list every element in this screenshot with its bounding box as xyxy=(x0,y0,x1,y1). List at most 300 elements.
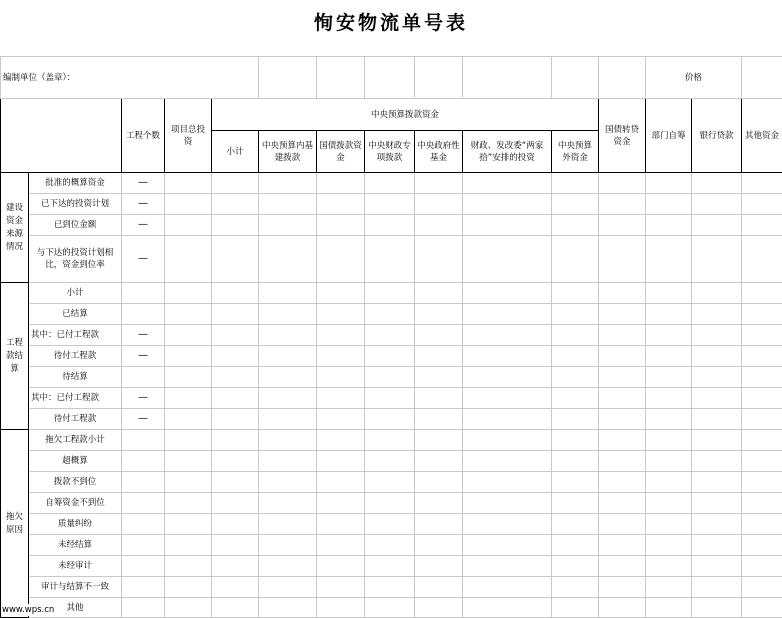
header-row-1 xyxy=(1,99,782,131)
table-cell xyxy=(165,409,212,430)
table-cell xyxy=(317,493,365,514)
table-cell xyxy=(692,514,742,535)
header-central-finance-special: 中央财政专项拨款 xyxy=(365,131,415,173)
header-bank-loan: 银行贷款 xyxy=(692,99,742,173)
table-cell xyxy=(415,598,463,618)
table-cell xyxy=(317,409,365,430)
table-cell xyxy=(692,346,742,367)
table-cell xyxy=(646,388,692,409)
table-cell xyxy=(415,472,463,493)
table-cell xyxy=(415,236,463,283)
table-cell xyxy=(365,215,415,236)
table-cell xyxy=(165,367,212,388)
table-cell xyxy=(692,173,742,194)
table-cell xyxy=(692,215,742,236)
row-label: 审计与结算不一致 xyxy=(29,577,122,598)
table-cell xyxy=(259,173,317,194)
table-cell xyxy=(599,367,646,388)
table-cell xyxy=(415,346,463,367)
row-label: 与下达的投资计划相比，资金到位率 xyxy=(29,236,122,283)
table-cell xyxy=(646,514,692,535)
header-treasury-loan: 国债转贷资金 xyxy=(599,99,646,173)
table-cell xyxy=(122,283,165,304)
table-row xyxy=(1,556,782,577)
table-cell xyxy=(692,283,742,304)
table-cell xyxy=(317,173,365,194)
table-cell xyxy=(552,57,599,99)
table-cell xyxy=(365,451,415,472)
table-cell xyxy=(463,472,552,493)
table-cell xyxy=(415,57,463,99)
table-cell xyxy=(552,493,599,514)
dash-cell: — xyxy=(122,325,165,346)
unit-label: 编制单位（盖章）： xyxy=(1,57,259,99)
row-label: 质量纠纷 xyxy=(29,514,122,535)
table-cell xyxy=(552,451,599,472)
table-cell xyxy=(742,514,782,535)
table-cell xyxy=(646,215,692,236)
table-cell xyxy=(365,430,415,451)
table-row xyxy=(1,493,782,514)
table-cell xyxy=(317,283,365,304)
table-cell xyxy=(646,325,692,346)
table-cell xyxy=(165,577,212,598)
table-cell xyxy=(212,514,259,535)
table-cell xyxy=(463,173,552,194)
table-cell xyxy=(212,388,259,409)
table-cell xyxy=(259,194,317,215)
table-cell xyxy=(552,430,599,451)
row-label: 待付工程款 xyxy=(29,409,122,430)
table-cell xyxy=(259,535,317,556)
table-cell xyxy=(165,283,212,304)
row-label: 拨款不到位 xyxy=(29,472,122,493)
table-cell xyxy=(259,236,317,283)
table-cell xyxy=(599,304,646,325)
table-cell xyxy=(552,472,599,493)
table-cell xyxy=(122,472,165,493)
table-cell xyxy=(165,236,212,283)
table-cell xyxy=(122,367,165,388)
table-cell xyxy=(646,236,692,283)
header-central-budget-inner: 中央预算内基建拨款 xyxy=(259,131,317,173)
header-ndrc-investment: 财政、发改委“两家拾”安排的投资 xyxy=(463,131,552,173)
table-cell xyxy=(317,472,365,493)
table-cell xyxy=(122,493,165,514)
table-cell xyxy=(552,388,599,409)
table-cell xyxy=(415,493,463,514)
table-cell xyxy=(552,556,599,577)
table-cell xyxy=(259,388,317,409)
table-cell xyxy=(259,598,317,618)
table-cell xyxy=(317,236,365,283)
table-cell xyxy=(646,173,692,194)
table-cell xyxy=(212,598,259,618)
table-cell xyxy=(165,173,212,194)
table-cell xyxy=(212,493,259,514)
row-label: 未经结算 xyxy=(29,535,122,556)
table-cell xyxy=(463,556,552,577)
table-cell xyxy=(599,388,646,409)
table-cell xyxy=(646,556,692,577)
table-cell xyxy=(463,430,552,451)
table-cell xyxy=(463,215,552,236)
table-cell xyxy=(552,346,599,367)
table-cell xyxy=(122,430,165,451)
table-cell xyxy=(365,514,415,535)
table-cell xyxy=(365,57,415,99)
table-cell xyxy=(646,194,692,215)
table-cell xyxy=(463,535,552,556)
table-row xyxy=(1,215,782,236)
table-cell xyxy=(742,409,782,430)
header-central-gov-fund: 中央政府性基金 xyxy=(415,131,463,173)
table-row xyxy=(1,236,782,283)
table-cell xyxy=(212,346,259,367)
table-cell xyxy=(463,598,552,618)
table-cell xyxy=(599,409,646,430)
table-row xyxy=(1,451,782,472)
table-cell xyxy=(599,472,646,493)
table-cell xyxy=(317,430,365,451)
row-label: 自筹资金不到位 xyxy=(29,493,122,514)
table-cell xyxy=(212,283,259,304)
table-cell xyxy=(463,451,552,472)
dash-cell: — xyxy=(122,409,165,430)
table-cell xyxy=(415,215,463,236)
table-cell xyxy=(646,598,692,618)
table-cell xyxy=(463,409,552,430)
table-cell xyxy=(165,598,212,618)
table-cell xyxy=(552,283,599,304)
table-cell xyxy=(165,556,212,577)
table-cell xyxy=(415,388,463,409)
row-label: 其中：已付工程款 xyxy=(29,388,122,409)
table-cell xyxy=(365,283,415,304)
table-cell xyxy=(646,430,692,451)
table-cell xyxy=(165,346,212,367)
table-cell xyxy=(317,451,365,472)
table-cell xyxy=(415,514,463,535)
table-cell xyxy=(646,367,692,388)
table-cell xyxy=(365,598,415,618)
table-row xyxy=(1,535,782,556)
row-label: 已到位金额 xyxy=(29,215,122,236)
header-other-funds: 其他资金 xyxy=(742,99,782,173)
table-cell xyxy=(692,451,742,472)
table-cell xyxy=(122,556,165,577)
table-cell xyxy=(122,514,165,535)
table-cell xyxy=(646,304,692,325)
table-cell xyxy=(165,304,212,325)
row-label: 已下达的投资计划 xyxy=(29,194,122,215)
table-cell xyxy=(742,194,782,215)
table-cell xyxy=(165,388,212,409)
table-cell xyxy=(365,304,415,325)
table-cell xyxy=(365,325,415,346)
dash-cell: — xyxy=(122,194,165,215)
table-row xyxy=(1,194,782,215)
table-cell xyxy=(463,346,552,367)
table-row xyxy=(1,577,782,598)
table-cell xyxy=(463,367,552,388)
dash-cell: — xyxy=(122,388,165,409)
table-cell xyxy=(463,194,552,215)
table-cell xyxy=(415,194,463,215)
table-cell xyxy=(365,556,415,577)
dash-cell: — xyxy=(122,346,165,367)
table-cell xyxy=(599,577,646,598)
table-cell xyxy=(415,577,463,598)
dash-cell: — xyxy=(122,215,165,236)
table-cell xyxy=(365,388,415,409)
table-cell xyxy=(463,236,552,283)
table-cell xyxy=(599,430,646,451)
table-cell xyxy=(317,556,365,577)
table-cell xyxy=(365,409,415,430)
table-cell xyxy=(259,215,317,236)
table-cell xyxy=(259,577,317,598)
table-cell xyxy=(692,194,742,215)
header-central-budget-outer: 中央预算外资金 xyxy=(552,131,599,173)
table-cell xyxy=(165,535,212,556)
table-cell xyxy=(552,194,599,215)
table-cell xyxy=(552,325,599,346)
table-cell xyxy=(165,325,212,346)
table-cell xyxy=(317,215,365,236)
table-cell xyxy=(742,472,782,493)
table-cell xyxy=(122,451,165,472)
table-cell xyxy=(742,388,782,409)
table-row xyxy=(1,430,782,451)
table-cell xyxy=(692,556,742,577)
table-row xyxy=(1,304,782,325)
table-cell xyxy=(599,535,646,556)
table-cell xyxy=(365,493,415,514)
table-cell xyxy=(165,451,212,472)
table-cell xyxy=(463,514,552,535)
table-cell xyxy=(212,215,259,236)
table-cell xyxy=(552,409,599,430)
table-cell xyxy=(365,346,415,367)
dash-cell: — xyxy=(122,173,165,194)
table-cell xyxy=(317,325,365,346)
table-cell xyxy=(463,304,552,325)
table-row xyxy=(1,283,782,304)
table-cell xyxy=(365,173,415,194)
table-cell xyxy=(742,283,782,304)
table-cell xyxy=(599,194,646,215)
table-cell xyxy=(599,215,646,236)
table-cell xyxy=(259,346,317,367)
table-cell xyxy=(212,451,259,472)
table-cell xyxy=(646,409,692,430)
table-cell xyxy=(122,598,165,618)
table-cell xyxy=(646,451,692,472)
table-cell xyxy=(165,430,212,451)
table-cell xyxy=(742,556,782,577)
watermark: www.wps.cn xyxy=(2,605,55,615)
table-cell xyxy=(599,451,646,472)
table-cell xyxy=(692,430,742,451)
table-cell xyxy=(212,556,259,577)
table-cell xyxy=(122,304,165,325)
table-cell xyxy=(212,577,259,598)
table-cell xyxy=(259,430,317,451)
table-cell xyxy=(742,493,782,514)
table-cell xyxy=(692,236,742,283)
table-cell xyxy=(599,493,646,514)
table-cell xyxy=(692,598,742,618)
table-cell xyxy=(552,514,599,535)
table-cell xyxy=(742,325,782,346)
table-row xyxy=(1,598,782,618)
table-row xyxy=(1,514,782,535)
table-cell xyxy=(165,514,212,535)
row-label: 未经审计 xyxy=(29,556,122,577)
table-row xyxy=(1,472,782,493)
table-cell xyxy=(463,57,552,99)
group-label-arrears: 拖欠原因 xyxy=(1,430,29,618)
row-label: 小计 xyxy=(29,283,122,304)
table-cell xyxy=(646,283,692,304)
table-cell xyxy=(646,472,692,493)
table-cell xyxy=(259,451,317,472)
table-cell xyxy=(317,577,365,598)
table-cell xyxy=(415,304,463,325)
table-cell xyxy=(552,535,599,556)
row-label: 其中：已付工程款 xyxy=(29,325,122,346)
table-cell xyxy=(692,493,742,514)
table-cell xyxy=(212,472,259,493)
table-cell xyxy=(165,472,212,493)
table-cell xyxy=(165,194,212,215)
header-project-count: 工程个数 xyxy=(122,99,165,173)
table-cell xyxy=(742,304,782,325)
table-cell xyxy=(165,215,212,236)
table-cell xyxy=(259,325,317,346)
table-cell xyxy=(415,430,463,451)
table-row xyxy=(1,325,782,346)
header-treasury-bond: 国债拨款资金 xyxy=(317,131,365,173)
table-cell xyxy=(692,388,742,409)
table-cell xyxy=(599,325,646,346)
table-cell xyxy=(259,514,317,535)
group-label-settlement: 工程款结算 xyxy=(1,283,29,430)
header-dept-self: 部门自筹 xyxy=(646,99,692,173)
table-cell xyxy=(463,325,552,346)
table-cell xyxy=(317,367,365,388)
table-cell xyxy=(165,493,212,514)
table-cell xyxy=(552,215,599,236)
table-cell xyxy=(415,535,463,556)
table-cell xyxy=(463,493,552,514)
row-label: 批准的概算资金 xyxy=(29,173,122,194)
price-label: 价格 xyxy=(646,57,742,99)
table-cell xyxy=(692,577,742,598)
table-cell xyxy=(742,577,782,598)
table-cell xyxy=(742,173,782,194)
row-label: 待结算 xyxy=(29,367,122,388)
table-cell xyxy=(212,194,259,215)
table-cell xyxy=(646,493,692,514)
table-cell xyxy=(646,577,692,598)
table-cell xyxy=(212,236,259,283)
table-cell xyxy=(692,409,742,430)
table-cell xyxy=(599,598,646,618)
group-label-funding: 建设资金来源情况 xyxy=(1,173,29,283)
row-label: 其他 xyxy=(29,598,122,618)
page-title: 恂安物流单号表 xyxy=(313,12,468,34)
row-label: 已结算 xyxy=(29,304,122,325)
investment-table xyxy=(0,56,782,618)
table-cell xyxy=(212,304,259,325)
table-cell xyxy=(317,598,365,618)
table-cell xyxy=(599,346,646,367)
table-cell xyxy=(692,535,742,556)
table-cell xyxy=(365,194,415,215)
table-cell xyxy=(742,535,782,556)
table-cell xyxy=(599,236,646,283)
table-cell xyxy=(692,367,742,388)
table-cell xyxy=(692,325,742,346)
table-cell xyxy=(317,346,365,367)
table-cell xyxy=(742,215,782,236)
table-cell xyxy=(259,556,317,577)
table-cell xyxy=(552,598,599,618)
table-cell xyxy=(415,325,463,346)
table-cell xyxy=(742,236,782,283)
table-cell xyxy=(122,535,165,556)
table-cell xyxy=(317,194,365,215)
table-cell xyxy=(212,325,259,346)
unit-row xyxy=(1,57,782,99)
table-cell xyxy=(599,57,646,99)
table-cell xyxy=(552,367,599,388)
table-cell xyxy=(415,367,463,388)
row-label: 超概算 xyxy=(29,451,122,472)
table-cell xyxy=(742,346,782,367)
table-cell xyxy=(259,472,317,493)
table-cell xyxy=(463,388,552,409)
table-cell xyxy=(415,451,463,472)
table-row xyxy=(1,409,782,430)
table-row xyxy=(1,346,782,367)
table-cell xyxy=(415,409,463,430)
table-cell xyxy=(552,577,599,598)
table-cell xyxy=(552,173,599,194)
table-cell xyxy=(317,388,365,409)
table-cell xyxy=(259,409,317,430)
table-cell xyxy=(742,367,782,388)
table-cell xyxy=(692,304,742,325)
table-cell xyxy=(259,367,317,388)
table-cell xyxy=(742,451,782,472)
table-cell xyxy=(365,367,415,388)
table-cell xyxy=(259,283,317,304)
table-row xyxy=(1,388,782,409)
table-cell xyxy=(365,472,415,493)
table-cell xyxy=(317,57,365,99)
table-cell xyxy=(463,577,552,598)
table-cell xyxy=(599,173,646,194)
table-cell xyxy=(463,283,552,304)
table-cell xyxy=(317,514,365,535)
table-cell xyxy=(599,556,646,577)
header-total-investment: 项目总投资 xyxy=(165,99,212,173)
table-cell xyxy=(742,57,782,99)
header-central-budget: 中央预算拨款资金 xyxy=(212,99,599,131)
